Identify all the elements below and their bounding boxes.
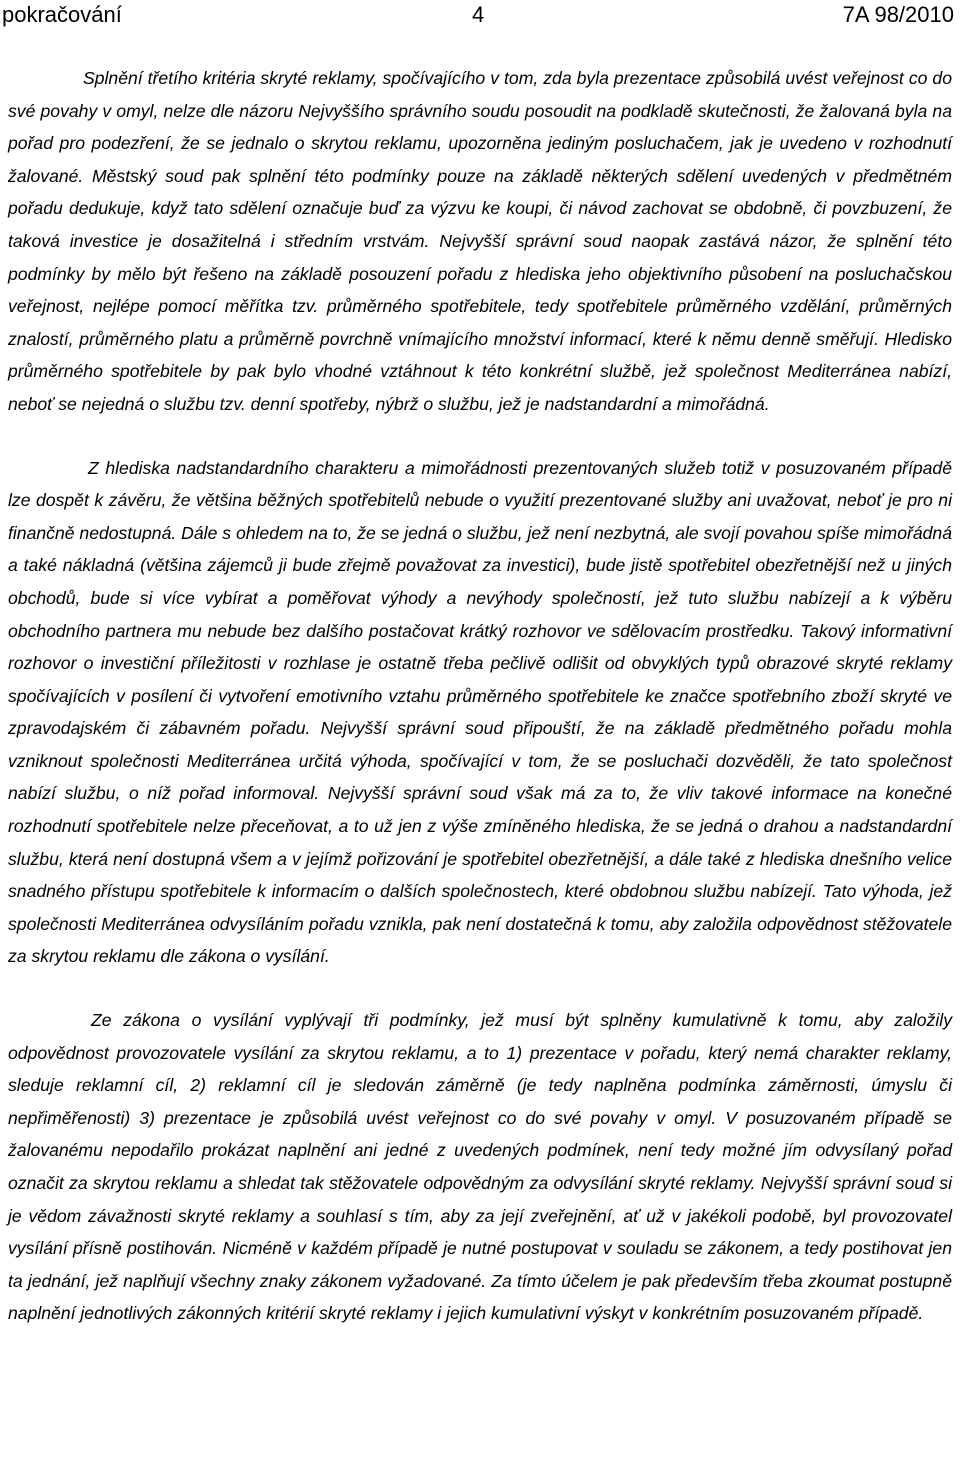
case-number: 7A 98/2010 <box>842 2 954 27</box>
page-header <box>0 0 960 30</box>
page-number: 4 <box>472 2 485 27</box>
paragraph-1: Splnění třetího kritéria skryté reklamy, spočívajícího v tom, zda byla prezentace způsobilá uvést veřejnost co do své povahy v omyl, nelze dle názoru Nejvyššího správního soudu posoudit na podkladě skutečnosti, že žalovaná byla na pořad pro podezření, že se jednalo o skrytou reklamu, upozorněna jediným posluchačem, jak je uvedeno v rozhodnutí žalované. Městský soud pak splnění této podmínky pouze na základě některých sdělení uvedených v předmětném pořadu dedukuje, když tato sdělení označuje buď za výzvu ke koupi, či návod zachovat se obdobně, či povzbuzení, že taková investice je dosažitelná i středním vrstvám. Nejvyšší správní soud naopak zastává názor, že splnění této podmínky by mělo být řešeno na základě posouzení pořadu z hlediska jeho objektivního působení na posluchačskou veřejnost, nejlépe pomocí měřítka tzv. průměrného spotřebitele, tedy spotřebitele průměrného vzdělání, průměrných znalostí, průměrného platu a průměrně povrchně vnímajícího množství informací, které k němu denně směřují. Hledisko průměrného spotřebitele by pak bylo vhodné vztáhnout k této konkrétní službě, jež společnost Mediterránea nabízí, neboť se nejedná o službu tzv. denní spotřeby, nýbrž o službu, jež je nadstandardní a mimořádná. <box>8 68 952 414</box>
document-body <box>8 62 952 1330</box>
paragraph-3: Ze zákona o vysílání vyplývají tři podmínky, jež musí být splněny kumulativně k tomu, aby založily odpovědnost provozovatele vysílání za skrytou reklamu, a to 1) prezentace v pořadu, který nemá charakter reklamy, sleduje reklamní cíl, 2) reklamní cíl je sledován záměrně (je tedy naplněna podmínka záměrnosti, úmyslu či nepřiměřenosti) 3) prezentace je způsobilá uvést veřejnost co do své povahy v omyl. V posuzovaném případě se žalovanému nepodařilo prokázat naplnění ani jedné z uvedených podmínek, není tedy možné jím odvysílaný pořad označit za skrytou reklamu a shledat tak stěžovatele odpovědným za odvysílání skryté reklamy. Nejvyšší správní soud si je vědom závažnosti skryté reklamy a souhlasí s tím, aby za její zveřejnění, ať už v jakékoli podobě, byl provozovatel vysílání přísně postihován. Nicméně v každém případě je nutné postupovat v souladu se zákonem, a tedy postihovat jen ta jednání, jež naplňují všechny znaky zákonem vyžadované. Za tímto účelem je pak především třeba zkoumat postupně naplnění jednotlivých zákonných kritérií skryté reklamy i jejich kumulativní výskyt v konkrétním posuzovaném případě. <box>8 1010 952 1324</box>
continuation-label: pokračování <box>2 2 122 27</box>
paragraph-2: Z hlediska nadstandardního charakteru a mimořádnosti prezentovaných služeb totiž v posuzovaném případě lze dospět k závěru, že většina běžných spotřebitelů nebude o využití prezentované služby ani uvažovat, neboť je pro ni finančně nedostupná. Dále s ohledem na to, že se jedná o službu, jež není nezbytná, ale svojí povahou spíše mimořádná a také nákladná (většina zájemců ji bude zřejmě považovat za investici), bude jistě spotřebitel obezřetnější než u jiných obchodů, bude si více vybírat a poměřovat výhody a nevýhody společností, jež tuto službu nabízejí a k výběru obchodního partnera mu nebude bez dalšího postačovat krátký rozhovor ve sdělovacím prostředku. Takový informativní rozhovor o investiční příležitosti v rozhlase je ostatně třeba pečlivě odlišit od obvyklých typů obrazové skryté reklamy spočívajících v posílení či vytvoření emotivního vztahu průměrného spotřebitele ke značce spotřebního zboží skryté ve zpravodajském či zábavném pořadu. Nejvyšší správní soud připouští, že na základě předmětného pořadu mohla vzniknout společnosti Mediterránea určitá výhoda, spočívající v tom, že se posluchači dozvěděli, že tato společnost nabízí službu, o níž pořad informoval. Nejvyšší správní soud však má za to, že vliv takové informace na konečné rozhodnutí spotřebitele nelze přeceňovat, a to už jen z výše zmíněného hlediska, že se jedná o drahou a nadstandardní službu, která není dostupná všem a v jejímž pořizování je spotřebitel obezřetnější, a dále také z hlediska dnešního velice snadného přístupu spotřebitele k informacím o dalších společnostech, které obdobnou službu nabízejí. Tato výhoda, jež společnosti Mediterránea odvysíláním pořadu vznikla, pak není dostatečná k tomu, aby založila odpovědnost stěžovatele za skrytou reklamu dle zákona o vysílání. <box>8 457 952 967</box>
